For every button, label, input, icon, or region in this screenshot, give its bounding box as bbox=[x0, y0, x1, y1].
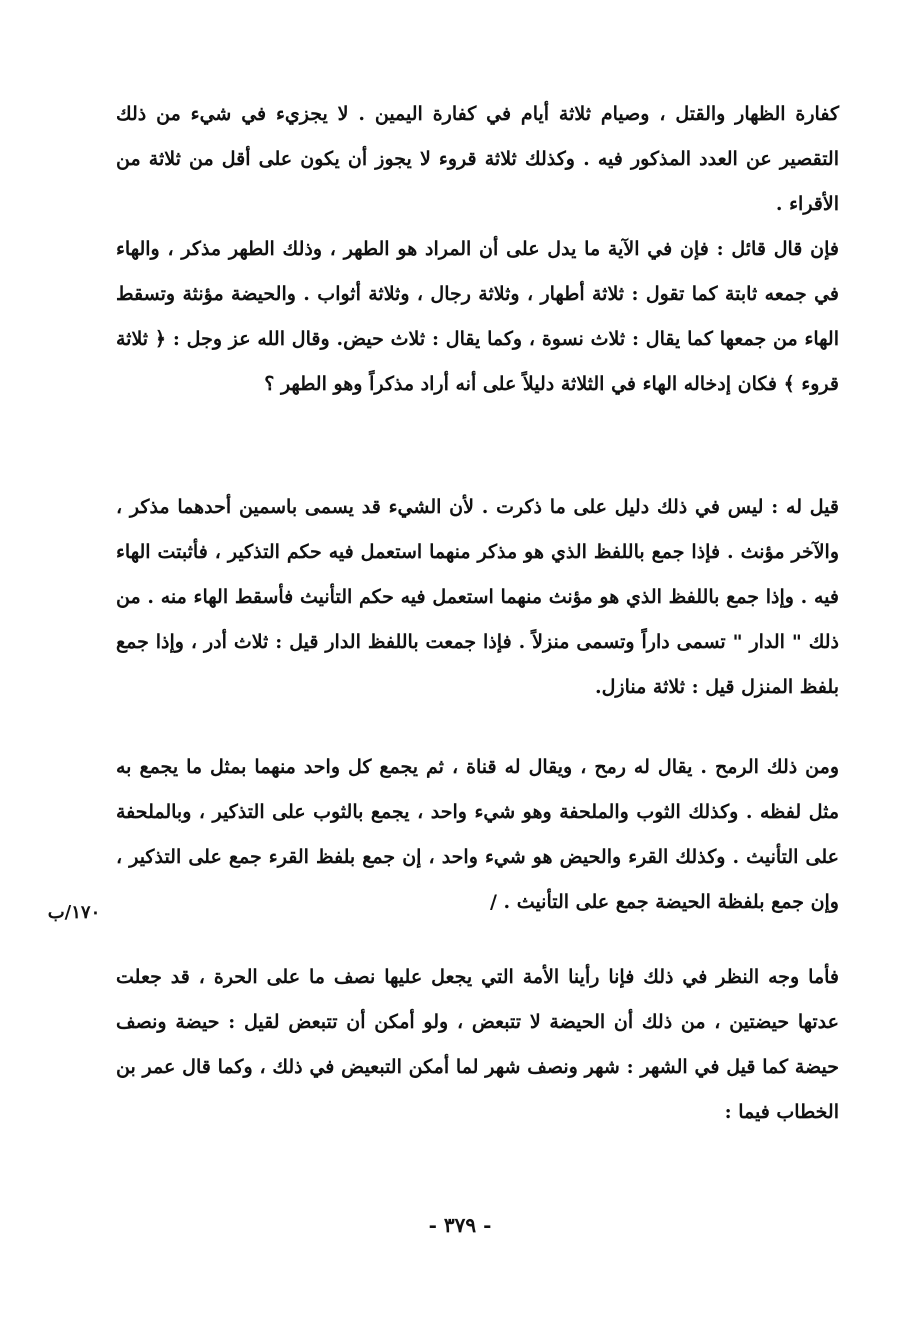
paragraph-text: ومن ذلك الرمح . يقال له رمح ، ويقال له قناة ، ثم يجمع كل واحد منهما بمثل ما يجمع به مثل لفظه . وكذلك الثوب والملحفة وهو شيء واحد ، يجمع بالثوب على التذكير ، وبالملحفة على التأنيث . وكذلك القرء والحيض هو شيء واحد ، إن جمع بلفظ القرء جمع على التذكير ، وإن جمع بلفظة الحيضة جمع على التأنيث . / bbox=[116, 756, 839, 913]
paragraph-1 bbox=[116, 92, 839, 227]
paragraph-2 bbox=[116, 227, 839, 407]
paragraph-4 bbox=[116, 745, 839, 925]
paragraph-text: فأما وجه النظر في ذلك فإنا رأينا الأمة التي يجعل عليها نصف ما على الحرة ، قد جعلت عدتها حيضتين ، من ذلك أن الحيضة لا تتبعض ، ولو أمكن أن تتبعض لقيل : حيضة ونصف حيضة كما قيل في الشهر : شهر ونصف شهر لما أمكن التبعيض في ذلك ، وكما قال عمر بن الخطاب فيما : bbox=[116, 966, 839, 1123]
paragraph-text: فإن قال قائل : فإن في الآية ما يدل على أن المراد هو الطهر ، وذلك الطهر مذكر ، والهاء في جمعه ثابتة كما تقول : ثلاثة أطهار ، وثلاثة رجال ، وثلاثة أثواب . والحيضة مؤنثة وتسقط الهاء من جمعها كما يقال : ثلاث نسوة ، وكما يقال : ثلاث حيض. وقال الله عز وجل : ﴿ ثلاثة قروء ﴾ فكان إدخاله الهاء في الثلاثة دليلاً على أنه أراد مذكراً وهو الطهر ؟ bbox=[116, 238, 839, 395]
paragraph-3 bbox=[116, 485, 839, 710]
page-number: - ٣٧٩ - bbox=[428, 1213, 492, 1237]
folio-margin-note: ١٧٠/ب bbox=[47, 902, 101, 923]
paragraph-text: قيل له : ليس في ذلك دليل على ما ذكرت . لأن الشيء قد يسمى باسمين أحدهما مذكر ، والآخر مؤنث . فإذا جمع باللفظ الذي هو مذكر منهما استعمل فيه حكم التذكير ، فأثبتت الهاء فيه . وإذا جمع باللفظ الذي هو مؤنث منهما استعمل فيه حكم التأنيث فأسقط الهاء منه . من ذلك " الدار " تسمى داراً وتسمى منزلاً . فإذا جمعت باللفظ الدار قيل : ثلاث أدر ، وإذا جمع بلفظ المنزل قيل : ثلاثة منازل. bbox=[116, 496, 839, 698]
paragraph-text: كفارة الظهار والقتل ، وصيام ثلاثة أيام في كفارة اليمين . لا يجزيء في شيء من ذلك التقصير عن العدد المذكور فيه . وكذلك ثلاثة قروء لا يجوز أن يكون على أقل من ثلاثة من الأقراء . bbox=[116, 103, 839, 215]
paragraph-5 bbox=[116, 955, 839, 1135]
